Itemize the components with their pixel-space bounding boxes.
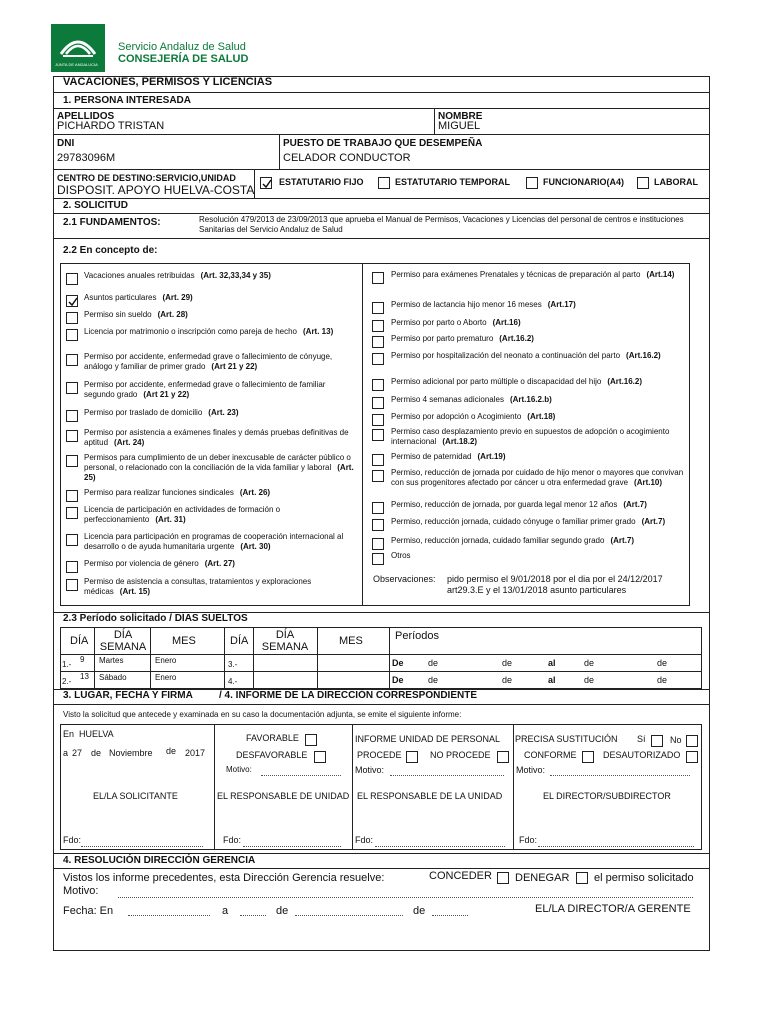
section3-title: 3. LUGAR, FECHA Y FIRMA [63,690,193,701]
desautorizado-checkbox[interactable] [686,751,698,763]
concept-right-item-text: Permiso de lactancia hijo menor 16 meses [391,300,542,309]
row2-number: 2.- [62,677,72,686]
concept-left-item-article: (Art. 31) [155,515,186,524]
concept-right-item-article: (Art.18.2) [442,437,478,446]
fecha-de-label-1: de [276,905,289,917]
concept-left-item-label [84,532,356,552]
logo-caption: JUNTA DE ANDALUCIA [55,62,98,67]
concept-left-item-checkbox[interactable] [66,312,78,324]
concept-left-item-article: (Art. 28) [157,310,188,319]
concept-right-item-article: (Art.16.2) [607,377,643,386]
th-mes: MES [172,635,196,647]
concept-right-item-article: (Art.7) [623,500,647,509]
motivo-label-3: Motivo: [516,765,546,775]
concept-left-item-text: Permiso por traslado de domicilio [84,408,203,417]
check-icon [67,296,79,308]
logo [51,24,105,72]
concept-left-item-label [84,453,356,483]
concept-right-item-article: (Art.16.2) [499,334,534,343]
fdo-label-3: Fdo: [355,835,374,845]
concept-left-item-checkbox[interactable] [66,382,78,394]
concept-right-item-text: Permiso por parto prematuro [391,334,494,343]
org-line1: Servicio Andaluz de Salud [118,41,246,53]
estatutario-temporal-label: ESTATUTARIO TEMPORAL [395,177,510,187]
fundamentos-label: 2.1 FUNDAMENTOS: [63,217,161,228]
concept-right-item-checkbox[interactable] [372,272,384,284]
period2-de-d: de [657,675,668,685]
solicitante-label: EL/LA SOLICITANTE [93,791,178,801]
concept-left-item-article: (Art. 23) [208,408,239,417]
check-icon [261,178,273,190]
estatutario-fijo-checkbox[interactable] [260,177,272,189]
concept-right-item-checkbox[interactable] [372,429,384,441]
concept-right-item-label [391,412,689,422]
concept-right-item-label [391,318,689,328]
procede-label: PROCEDE [357,750,402,760]
laboral-label: LABORAL [654,177,698,187]
period1-de-a: de [428,658,439,668]
concept-right-item-article: (Art.7) [610,536,635,545]
motivo-label-1: Motivo: [226,765,252,774]
period1-de-d: de [657,658,668,668]
section2-title: 2. SOLICITUD [63,200,129,211]
funcionario-label: FUNCIONARIO(A4) [543,177,624,187]
concept-left-item-checkbox[interactable] [66,410,78,422]
vistos-text: Vistos los informe precedentes, esta Dirección Gerencia resuelve: [63,872,385,884]
concept-right-item-label [391,517,689,527]
concept-right-item-label [391,427,689,447]
row2-dia[interactable]: 13 [80,672,89,681]
fdo-label-2: Fdo: [223,835,242,845]
laboral-checkbox[interactable] [637,177,649,189]
desautorizado-label: DESAUTORIZADO [603,750,681,760]
concept-right-item-checkbox[interactable] [372,502,384,514]
concept-left-item-text: Permiso por violencia de género [84,559,199,568]
concept-right-item-text: Permiso caso desplazamiento previo en supuestos de adopción o acogimiento internacional [391,427,670,446]
concept-right-item-checkbox[interactable] [372,414,384,426]
apellidos-value[interactable]: PICHARDO TRISTAN [57,120,165,132]
concept-left-item-text: Licencia por matrimonio o inscripción como pareja de hecho [84,327,297,336]
concept-left-item-article: (Art 21 y 22) [143,390,190,399]
row2-dia-semana[interactable]: Sábado [99,673,127,682]
concept-right-item-text: Permiso para exámenes Prenatales y técnicas de preparación al parto [391,270,641,279]
procede-checkbox[interactable] [406,751,418,763]
no-checkbox[interactable] [686,735,698,747]
concept-right-item-checkbox[interactable] [372,553,384,565]
concept-right-item-text: Otros [391,551,411,560]
section4-informe-title: / 4. INFORME DE LA DIRECCIÓN CORRESPONDIENTE [219,690,477,701]
dni-value[interactable]: 29783096M [57,152,116,164]
concept-left-item-article: (Art. 26) [239,488,271,497]
concept-right-item-checkbox[interactable] [372,470,384,482]
concept-left-item-article: (Art. 29) [162,293,193,302]
estatutario-fijo-label: ESTATUTARIO FIJO [279,177,364,187]
concept-left-item-article: (Art. 24) [114,438,145,447]
concept-right-item-label [391,500,689,510]
concept-right-item-label [391,536,689,546]
apellidos-label: APELLIDOS [57,111,115,122]
informe-intro: Visto la solicitud que antecede y examinada en su caso la documentación adjunta, se emite el siguiente informe: [63,710,462,719]
row1-dia[interactable]: 9 [80,655,85,664]
concept-left-item-checkbox[interactable] [66,430,78,442]
period2-de-a: de [428,675,439,685]
concept-right-item-text: Permiso por adopción o Acogimiento [391,412,522,421]
period2-de-c: de [584,675,595,685]
fecha-mes[interactable]: Noviembre [109,748,153,758]
si-label: Sí [637,734,646,744]
concept-left-item-article: (Art 21 y 22) [211,362,258,371]
form-title: VACACIONES, PERMISOS Y LICENCIAS [63,76,273,88]
th-dia-2: DÍA [230,635,249,647]
th-periodos: Períodos [395,630,440,642]
favorable-checkbox[interactable] [305,734,317,746]
fundamentos-text: Resolución 479/2013 de 23/09/2013 que aprueba el Manual de Permisos, Vacaciones y Licencias del personal de centros e instituciones Sanitarias del Servicio Andaluz de Salud [199,215,684,234]
concept-right-item-checkbox[interactable] [372,320,384,332]
conceder-label: CONCEDER [429,870,492,882]
concept-right-item-checkbox[interactable] [372,353,384,365]
concept-right-item-checkbox[interactable] [372,397,384,409]
concept-left-item-checkbox[interactable] [66,507,78,519]
section23-title: 2.3 Período solicitado / DÍAS SUELTOS [63,613,248,624]
denegar-checkbox[interactable] [576,872,588,884]
no-label: No [670,735,682,745]
en-label: En [63,729,75,739]
director-label: EL DIRECTOR/SUBDIRECTOR [543,791,671,801]
concept-right-item-article: (Art.19) [477,452,506,461]
period2-al: al [548,675,556,685]
concept-right-item-label [391,334,689,344]
concept-right-item-checkbox[interactable] [372,379,384,391]
row2-mes[interactable]: Enero [155,673,177,682]
concept-right-item-text: Permiso, reducción jornada, cuidado familiar segundo grado [391,536,605,545]
concept-left-item-text: Permisos para cumplimiento de un deber inexcusable de carácter público o personal, o relacionado con la conciliación de la vida familiar y laboral [84,453,351,472]
concept-left-item-label [84,380,356,400]
concept-right-item-article: (Art.10) [634,478,663,487]
th-dia-semana-2: DÍA SEMANA [261,629,309,653]
concept-left-item-label [84,559,356,569]
centro-label: CENTRO DE DESTINO:SERVICIO,UNIDAD [57,173,236,183]
puesto-value[interactable]: CELADOR CONDUCTOR [283,152,411,164]
concept-left-item-text: Permiso por accidente, enfermedad grave o fallecimiento de cónyuge, análogo y familiar de primer grado [84,352,333,371]
period1-de: De [392,658,404,668]
concept-right-item-checkbox[interactable] [372,302,384,314]
concept-left-item-label [84,428,356,448]
concept-left-item-label [84,488,356,498]
concept-left-item-text: Permiso por asistencia a exámenes finales y demás pruebas definitivas de aptitud [84,428,349,447]
th-dia: DÍA [70,635,89,647]
concept-right-item-article: (Art.17) [547,300,576,309]
concept-right-item-label [391,452,689,462]
si-checkbox[interactable] [651,735,663,747]
concept-left-item-text: Permiso sin sueldo [84,310,152,319]
concept-left-item-text: Asuntos particulares [84,293,157,302]
puesto-label: PUESTO DE TRABAJO QUE DESEMPEÑA [283,138,483,149]
concept-left-item-label [84,310,356,320]
nombre-value[interactable]: MIGUEL [438,120,481,132]
concept-left-item-checkbox[interactable] [66,579,78,591]
concept-right-item-article: (Art.16.2.b) [509,395,552,404]
period2-de-b: de [502,675,513,685]
concept-right-item-text: Permiso por parto o Aborto [391,318,487,327]
concept-right-item-checkbox[interactable] [372,538,384,550]
period1-de-b: de [502,658,513,668]
concept-left-item-label [84,293,356,303]
dni-label: DNI [57,138,75,149]
concept-right-item-text: Permiso 4 semanas adicionales [391,395,504,404]
concept-left-item-label [84,352,356,372]
concept-right-item-text: Permiso, reducción de jornada por cuidado de hijo menor o mayores que convivan con sus progenitores afectado por cáncer u otra enfermedad grave [391,468,684,487]
conforme-label: CONFORME [524,750,577,760]
de-label-2: de [166,746,177,756]
concept-left-item-label [84,577,356,597]
observaciones-text[interactable]: pido permiso el 9/01/2018 por el dia por el 24/12/2017 art29.3.E y el 13/01/2018 asunto particulares [447,574,663,595]
concept-left-item-article: (Art. 13) [303,327,334,336]
period2-de: De [392,675,404,685]
resp-la-unidad-label: EL RESPONSABLE DE LA UNIDAD [357,791,503,801]
nombre-label: NOMBRE [438,111,483,122]
concept-right-item-article: (Art.7) [641,517,666,526]
fecha-a-label: a [222,905,229,917]
a-label: a [63,748,69,758]
concept-left-item-checkbox[interactable] [66,329,78,341]
concept-right-item-article: (Art.18) [527,412,556,421]
concept-right-item-text: Permiso, reducción jornada, cuidado cónyuge o familiar primer grado [391,517,636,526]
concept-right-item-checkbox[interactable] [372,336,384,348]
concept-right-item-article: (Art.14) [646,270,675,279]
concept-left-item-label [84,408,356,418]
concept-left-item-article: (Art. 30) [240,542,271,551]
concept-right-item-text: Permiso por hospitalización del neonato a continuación del parto [391,351,621,360]
fecha-de-label-2: de [413,905,426,917]
concept-left-item-text: Permiso de asistencia a consultas, tratamientos y exploraciones médicas [84,577,312,596]
section1-title: 1. PERSONA INTERESADA [63,95,191,106]
concept-left-item-checkbox[interactable] [66,295,78,307]
concept-right-item-checkbox[interactable] [372,454,384,466]
concept-left-item-text: Vacaciones anuales retribuidas [84,271,195,280]
estatutario-temporal-checkbox[interactable] [378,177,390,189]
fdo-label-4: Fdo: [519,835,538,845]
funcionario-checkbox[interactable] [526,177,538,189]
concept-left-item-article: (Art. 27) [204,559,235,568]
lugar-value[interactable]: HUELVA [79,729,114,739]
gerente-label: EL/LA DIRECTOR/A GERENTE [535,903,691,915]
concept-left-item-label [84,505,356,525]
concept-right-item-label [391,300,689,310]
concept-right-item-article: (Art.16.2) [626,351,661,360]
centro-value[interactable]: DISPOSIT. APOYO HUELVA-COSTA [57,183,255,197]
fecha-en-label: Fecha: En [63,905,114,917]
concept-right-item-label [391,395,689,405]
conceder-checkbox[interactable] [497,872,509,884]
concept-right-item-checkbox[interactable] [372,519,384,531]
concept-left-item-checkbox[interactable] [66,354,78,366]
conforme-checkbox[interactable] [582,751,594,763]
concept-left-item-article: (Art. 32,33,34 y 35) [200,271,271,280]
concept-right-item-text: Permiso adicional por parto múltiple o discapacidad del hijo [391,377,602,386]
row1-dia-semana[interactable]: Martes [99,656,124,665]
row1-number-2: 3.- [228,660,238,669]
period1-de-c: de [584,658,595,668]
concept-right-item-text: Permiso de paternidad [391,452,472,461]
concept-right-item-label [391,468,689,488]
concept-left-item-article: (Art. 15) [119,587,151,596]
concept-left-item-checkbox[interactable] [66,455,78,467]
concept-left-item-text: Licencia de participación en actividades de formación o perfeccionamiento [84,505,281,524]
org-line2: CONSEJERÍA DE SALUD [118,53,249,65]
concept-left-item-checkbox[interactable] [66,561,78,573]
fecha-dia[interactable]: 27 [72,748,83,758]
no-procede-checkbox[interactable] [497,751,509,763]
concept-right-item-label [391,377,689,387]
row2-number-2: 4.- [228,677,238,686]
motivo-label-4: Motivo: [63,885,99,897]
th-dia-semana: DÍA SEMANA [99,629,147,653]
concept-right-item-text: Permiso, reducción de jornada, por guarda legal menor 12 años [391,500,618,509]
concept-right-item-article: (Art.16) [492,318,521,327]
concept-right-item-label [391,351,689,361]
de-label-1: de [91,748,102,758]
informe-unidad-label: INFORME UNIDAD DE PERSONAL [355,734,501,744]
resp-unidad-label: EL RESPONSABLE DE UNIDAD [217,791,350,801]
observaciones-label: Observaciones: [373,574,436,584]
concept-left-item-label [84,271,356,281]
concept-left-item-text: Licencia para participación en programas de cooperación internacional al desarrollo o de ayuda humanitaria urgente [84,532,344,551]
precisa-label: PRECISA SUSTITUCIÓN [515,734,618,744]
period1-al: al [548,658,556,668]
fdo-label-1: Fdo: [63,835,82,845]
concept-right-item-label [391,551,689,561]
denegar-label: DENEGAR [515,872,570,884]
desfavorable-label: DESFAVORABLE [236,750,308,760]
no-procede-label: NO PROCEDE [430,750,491,760]
th-mes-2: MES [339,635,363,647]
concepto-label: 2.2 En concepto de: [63,245,158,256]
concept-left-item-checkbox[interactable] [66,273,78,285]
row1-number: 1.- [62,660,72,669]
el-permiso-label: el permiso solicitado [594,872,694,884]
concept-left-item-text: Permiso por accidente, enfermedad grave o fallecimiento de familiar segundo grado [84,380,326,399]
section4-title: 4. RESOLUCIÓN DIRECCIÓN GERENCIA [63,855,256,866]
concept-left-item-text: Permiso para realizar funciones sindicales [84,488,234,497]
fecha-anio[interactable]: 2017 [185,748,206,758]
concept-left-item-label [84,327,356,337]
concept-left-item-checkbox[interactable] [66,534,78,546]
desfavorable-checkbox[interactable] [314,751,326,763]
concept-left-item-checkbox[interactable] [66,490,78,502]
motivo-label-2: Motivo: [355,765,385,775]
concept-left-item-article: (Art. 25) [84,463,354,482]
concept-right-item-label [391,270,689,280]
row1-mes[interactable]: Enero [155,656,177,665]
favorable-label: FAVORABLE [246,733,299,743]
